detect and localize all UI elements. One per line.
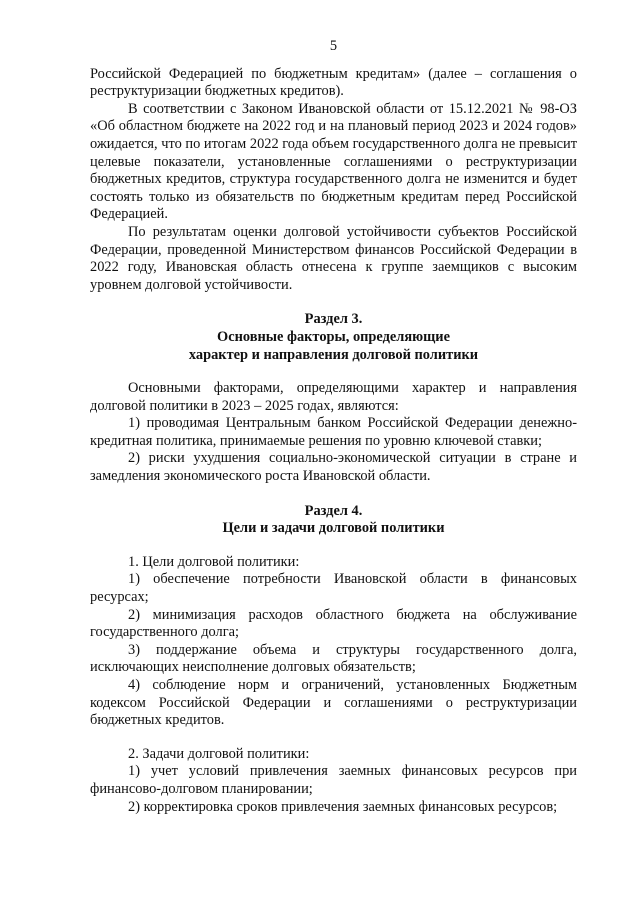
section-3-item-1: 1) проводимая Центральным банком Российской Федерации денежно-кредитная политика, принимаемые решения по уровню ключевой ставки; <box>90 415 577 449</box>
section-4-heading <box>90 503 577 538</box>
task-item-1: 1) учет условий привлечения заемных финансовых ресурсов при финансово-долговом планировании; <box>90 763 577 797</box>
goal-item-4: 4) соблюдение норм и ограничений, установленных Бюджетным кодексом Российской Федерации и соглашениями о реструктуризации бюджетных кредитов. <box>90 677 577 729</box>
tasks-title: 2. Задачи долговой политики: <box>128 745 310 762</box>
section-3-number: Раздел 3. <box>304 311 363 328</box>
section-3-heading <box>90 311 577 364</box>
section-4-title: Цели и задачи долговой политики <box>222 520 445 537</box>
goal-item-3: 3) поддержание объема и структуры государственного долга, исключающих неисполнение долговых обязательств; <box>90 641 577 676</box>
page-number: 5 <box>329 38 338 54</box>
goal-item-2: 2) минимизация расходов областного бюджета на обслуживание государственного долга; <box>90 606 577 641</box>
goals-title: 1. Цели долговой политики: <box>128 553 300 570</box>
section-3-title-line1: Основные факторы, определяющие <box>217 328 450 345</box>
section-3-title-line2: характер и направления долговой политики <box>188 346 479 363</box>
paragraph-law-forecast: В соответствии с Законом Ивановской области от 15.12.2021 № 98-ОЗ «Об областном бюджете на 2022 год и на плановый период 2023 и 2024 годов» ожидается, что по итогам 2022 года объем государственного долга не превысит целевые показатели, установленные соглашениями о реструктуризации бюджетных кредитов, структура государственного долга не изменится и будет состоять только из обязательств по бюджетным кредитам перед Российской Федерацией. <box>90 100 577 223</box>
section-3-item-2: 2) риски ухудшения социально-экономической ситуации в стране и замедления экономического роста Ивановской области. <box>90 450 577 485</box>
goal-item-1: 1) обеспечение потребности Ивановской области в финансовых ресурсах; <box>90 571 577 606</box>
section-3-intro: Основными факторами, определяющими характер и направления долговой политики в 2023 – 2025 годах, являются: <box>90 380 577 414</box>
paragraph-debt-sustainability: По результатам оценки долговой устойчивости субъектов Российской Федерации, проведенной Министерством финансов Российской Федерации в 2022 году, Ивановская область отнесена к группе заемщиков с высоким уровнем долговой устойчивости. <box>90 223 577 293</box>
section-4-number: Раздел 4. <box>304 502 363 519</box>
task-item-2: 2) корректировка сроков привлечения заемных финансовых ресурсов; <box>128 798 558 815</box>
paragraph-continuation: Российской Федерацией по бюджетным кредитам» (далее – соглашения о реструктуризации бюджетных кредитов). <box>90 65 577 100</box>
